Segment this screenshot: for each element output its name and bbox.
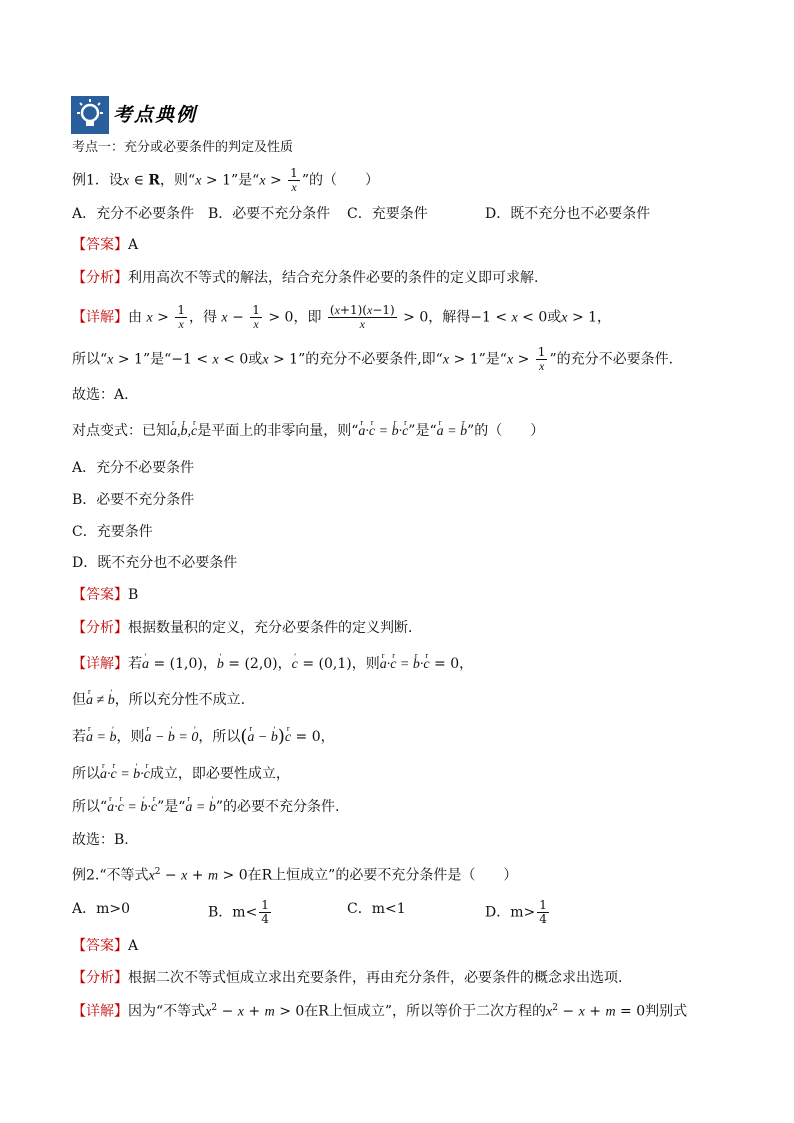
example2-answer: 【答案】A	[72, 938, 139, 954]
lightbulb-icon	[71, 96, 109, 134]
example2-analysis: 【分析】根据二次不等式恒成立求出充要条件，再由充分条件，必要条件的概念求出选项.	[72, 970, 623, 986]
section-title: 考点典例	[113, 104, 198, 126]
variant-analysis: 【分析】根据数量积的定义，充分必要条件的定义判断．	[72, 620, 422, 636]
example1-choose: 故选：A.	[72, 387, 129, 403]
ex2-option-b: B．m< $\frac{1}{4}$	[208, 898, 269, 926]
variant-detail-line2: 但r a ≠ ' b，所以充分性不成立.	[72, 690, 245, 711]
option-b: B．必要不充分条件	[208, 206, 331, 222]
variant-choose: 故选：B.	[72, 832, 129, 848]
example1-answer: 【答案】A	[72, 237, 139, 253]
variant-detail-line4: 所以r a·r c = ' b·r c成立，即必要性成立，	[72, 764, 290, 785]
variant-option-c: C．充要条件	[72, 524, 153, 540]
ex2-option-d: D．m> $\frac{1}{4}$	[485, 898, 547, 926]
variant-option-a: A．充分不必要条件	[72, 460, 195, 476]
example1-analysis: 【分析】利用高次不等式的解法，结合充分条件必要的条件的定义即可求解.	[72, 270, 539, 286]
option-a: A．充分不必要条件	[72, 206, 195, 222]
option-c: C．充要条件	[347, 206, 428, 222]
ex2-option-a: A．m>0	[72, 901, 131, 917]
variant-stem: 对点变式：已知r a,r b,r c是平面上的非零向量，则“r a·r c = r b·r c”是“r a = r b”的（ ）	[72, 421, 544, 442]
variant-option-d: D．既不充分也不必要条件	[72, 555, 238, 571]
variant-detail-line1: 【详解】若' a = (1,0)，' b = (2,0)，' c = (0,1)，则r a·r c = r b·r c = 0，	[72, 654, 473, 675]
example2-stem: 例2.“不等式$x^2 - x + m > 0$在R上恒成立”的必要不充分条件是（ ）	[72, 867, 518, 884]
example1-detail-line1: 【详解】由 x > $\frac{1}{x}$ ，得 x − $\frac{1}{x}$ > 0，即 $\frac{(x+1)(x-1)}{x}$ > 0，解得−1 < x < 0或x > 1，	[72, 303, 612, 331]
variant-detail-line3: 若r a = ' b，则r a − ' b = ' 0，所以(r a − ' b)r c = 0，	[72, 727, 335, 748]
variant-detail-line5: 所以“r a·r c = ' b·r c”是“r a = ' b”的必要不充分条件.	[72, 797, 339, 818]
variant-answer: 【答案】B	[72, 587, 139, 603]
example1-stem: 例1．设x ∈ R，则“x > 1”是“x > $\frac{1}{x}$ ”的（ ）	[72, 166, 379, 194]
example1-detail-line2: 所以“x > 1”是“−1 < x < 0或x > 1”的充分不必要条件,即“x > 1”是“x > $\frac{1}{x}$ ”的充分不必要条件.	[72, 345, 674, 373]
example2-detail-line1: 【详解】因为“不等式$x^2 - x + m > 0$在R上恒成立”，所以等价于二次方程的$x^2 - x + m = 0$判别式	[72, 1003, 688, 1020]
section-heading: 考点一：充分或必要条件的判定及性质	[72, 140, 294, 155]
variant-option-b: B．必要不充分条件	[72, 492, 195, 508]
ex2-option-c: C．m<1	[347, 901, 406, 917]
option-d: D．既不充分也不必要条件	[485, 206, 651, 222]
